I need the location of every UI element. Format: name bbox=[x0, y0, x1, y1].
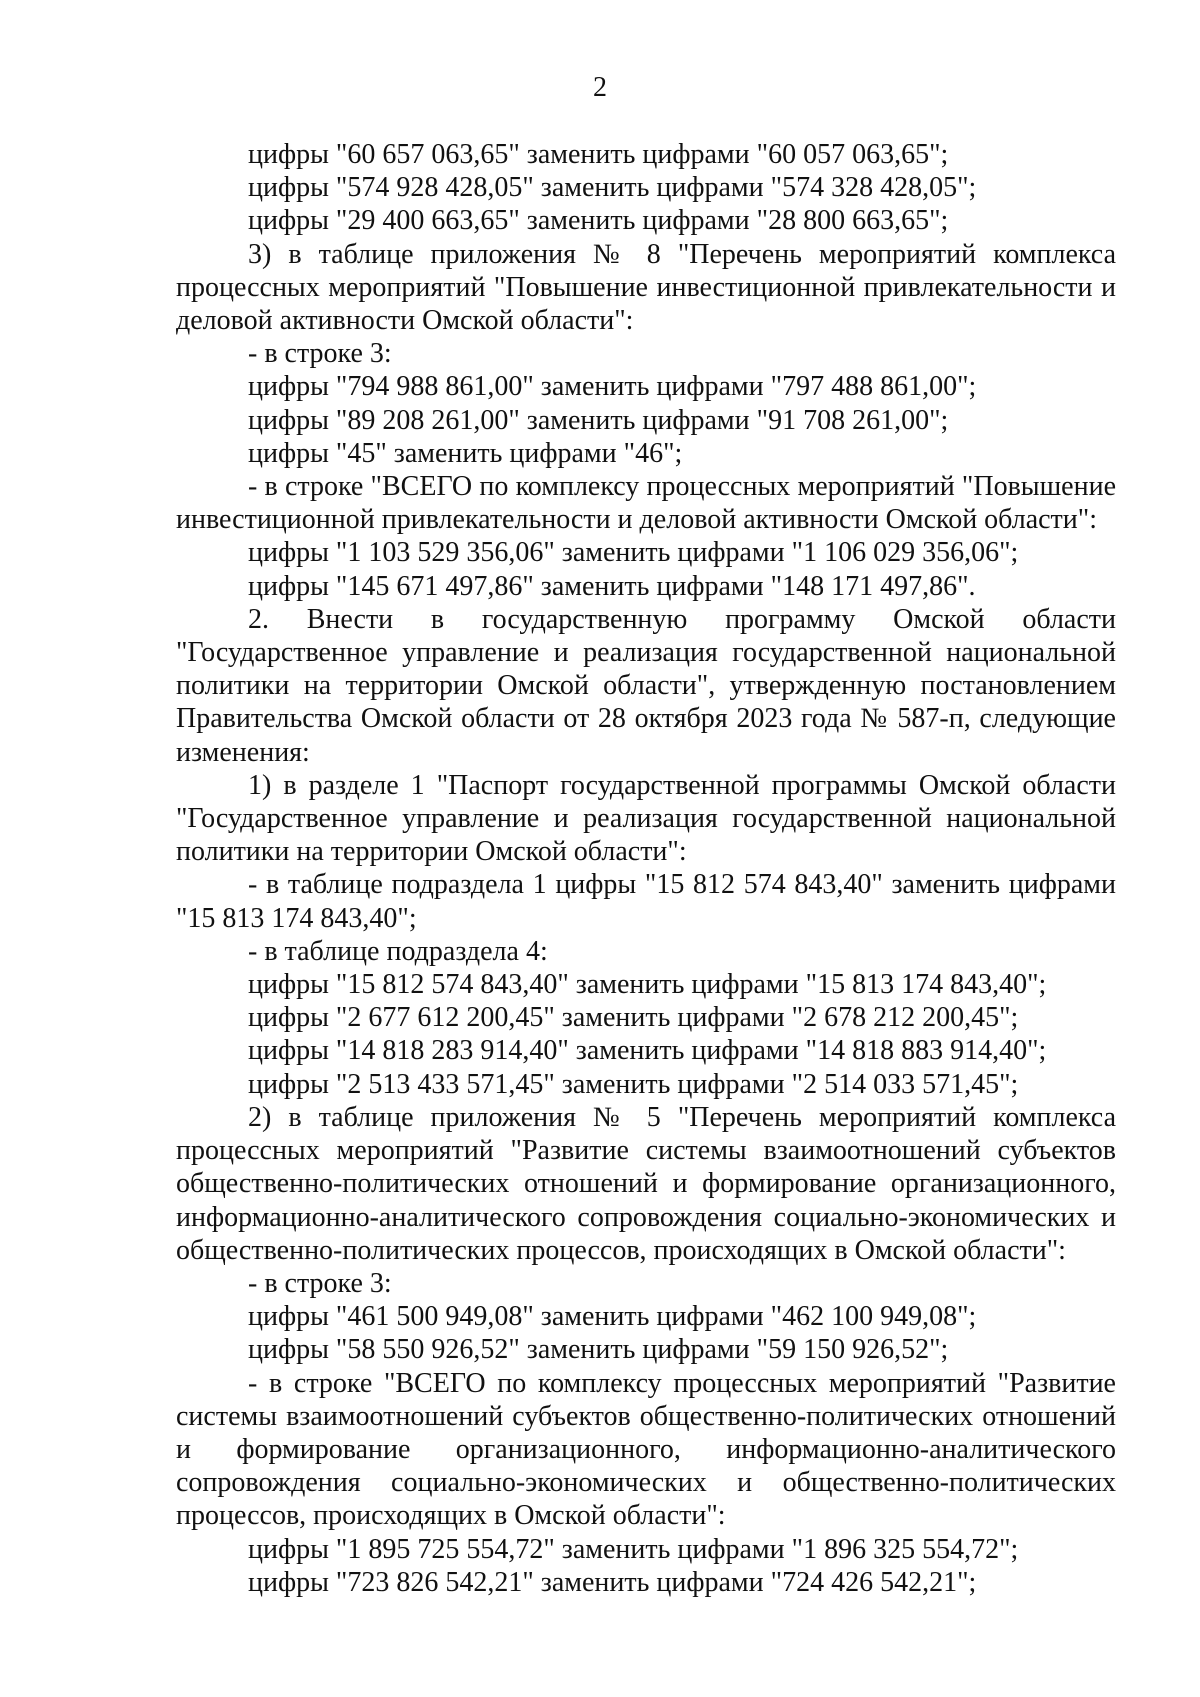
paragraph: цифры "58 550 926,52" заменить цифрами "59 150 926,52"; bbox=[248, 1334, 949, 1366]
paragraph: - в таблице подраздела 1 цифры "15 812 574 843,40" заменить цифрами "15 813 174 843,40"; bbox=[176, 869, 1116, 934]
paragraph: - в строке "ВСЕГО по комплексу процессных мероприятий "Развитие системы взаимоотношений субъектов общественно-политических отношений и формирование организационного, информационно-аналитического сопровождения социально-экономических и общественно-политических процессов, происходящих в Омской области": bbox=[176, 1367, 1116, 1532]
paragraph: 2. Внести в государственную программу Омской области "Государственное управление и реализация государственной национальной политики на территории Омской области", утвержденную постановлением Правительства Омской области от 28 октября 2023 года № 587-п, следующие изменения: bbox=[176, 603, 1116, 768]
paragraph: цифры "574 928 428,05" заменить цифрами "574 328 428,05"; bbox=[248, 172, 977, 204]
paragraph: - в таблице подраздела 4: bbox=[248, 935, 548, 967]
paragraph: - в строке "ВСЕГО по комплексу процессных мероприятий "Повышение инвестиционной привлекательности и деловой активности Омской области": bbox=[176, 471, 1116, 536]
paragraph: цифры "461 500 949,08" заменить цифрами "462 100 949,08"; bbox=[248, 1301, 977, 1333]
page-number: 2 bbox=[593, 72, 607, 103]
paragraph: 3) в таблице приложения № 8 "Перечень мероприятий комплекса процессных мероприятий "Повышение инвестиционной привлекательности и деловой активности Омской области": bbox=[176, 238, 1116, 337]
paragraph: 2) в таблице приложения № 5 "Перечень мероприятий комплекса процессных мероприятий "Развитие системы взаимоотношений субъектов общественно-политических отношений и формирование организационного, информационно-аналитического сопровождения социально-экономических и общественно-политических процессов, происходящих в Омской области": bbox=[176, 1101, 1116, 1266]
paragraph: цифры "723 826 542,21" заменить цифрами "724 426 542,21"; bbox=[248, 1566, 977, 1598]
paragraph: цифры "2 513 433 571,45" заменить цифрами "2 514 033 571,45"; bbox=[248, 1068, 1019, 1100]
paragraph: - в строке 3: bbox=[248, 338, 392, 370]
paragraph: цифры "45" заменить цифрами "46"; bbox=[248, 437, 683, 469]
paragraph: цифры "145 671 497,86" заменить цифрами "148 171 497,86". bbox=[248, 570, 976, 602]
paragraph: цифры "14 818 283 914,40" заменить цифрами "14 818 883 914,40"; bbox=[248, 1035, 1047, 1067]
paragraph: цифры "60 657 063,65" заменить цифрами "60 057 063,65"; bbox=[248, 139, 949, 170]
paragraph: 1) в разделе 1 "Паспорт государственной программы Омской области "Государственное управление и реализация государственной национальной политики на территории Омской области": bbox=[176, 769, 1116, 868]
paragraph: цифры "794 988 861,00" заменить цифрами "797 488 861,00"; bbox=[248, 371, 977, 403]
paragraph: цифры "29 400 663,65" заменить цифрами "28 800 663,65"; bbox=[248, 205, 949, 237]
paragraph: цифры "2 677 612 200,45" заменить цифрами "2 678 212 200,45"; bbox=[248, 1002, 1019, 1034]
document-body bbox=[176, 138, 1116, 1599]
paragraph: цифры "89 208 261,00" заменить цифрами "91 708 261,00"; bbox=[248, 404, 949, 436]
paragraph: цифры "1 895 725 554,72" заменить цифрами "1 896 325 554,72"; bbox=[248, 1533, 1019, 1565]
paragraph: цифры "1 103 529 356,06" заменить цифрами "1 106 029 356,06"; bbox=[248, 537, 1019, 569]
paragraph: цифры "15 812 574 843,40" заменить цифрами "15 813 174 843,40"; bbox=[248, 969, 1047, 1001]
paragraph: - в строке 3: bbox=[248, 1267, 392, 1299]
